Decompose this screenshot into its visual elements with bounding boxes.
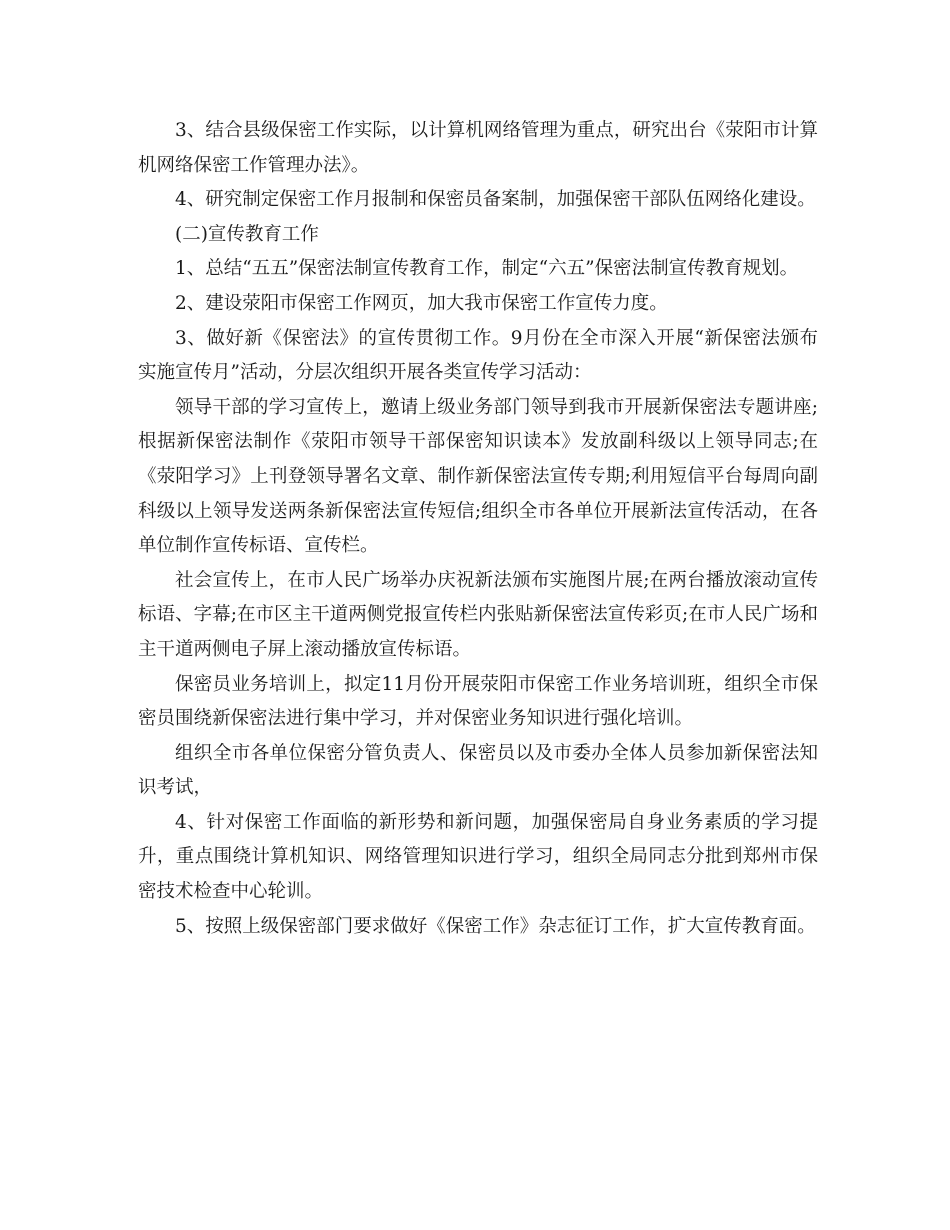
paragraph-leadership-publicity: 领导干部的学习宣传上，邀请上级业务部门领导到我市开展新保密法专题讲座;根据新保密法制作《荥阳市领导干部保密知识读本》发放副科级以上领导同志;在《荥阳学习》上刊登领导署名文章、制作新保密法宣传专期;利用短信平台每周向副科级以上领导发送两条新保密法宣传短信;组织全市各单位开展新法宣传活动，在各单位制作宣传标语、宣传栏。 [138,396,818,557]
paragraph-five-five-summary: 1、总结“五五”保密法制宣传教育工作，制定“六五”保密法制宣传教育规划。 [175,258,799,280]
paragraph-staff-training: 保密员业务培训上，拟定11月份开展荥阳市保密工作业务培训班，组织全市保密员围绕新保密法进行集中学习，并对保密业务知识进行强化培训。 [138,673,818,730]
paragraph-magazine-subscription: 5、按照上级保密部门要求做好《保密工作》杂志征订工作，扩大宣传教育面。 [175,915,816,937]
paragraph-social-publicity: 社会宣传上，在市人民广场举办庆祝新法颁布实施图片展;在两台播放滚动宣传标语、字幕;在市区主干道两侧党报宣传栏内张贴新保密法宣传彩页;在市人民广场和主干道两侧电子屏上滚动播放宣传标语。 [138,569,818,660]
section-heading-publicity-education: (二)宣传教育工作 [175,223,319,245]
document-body [138,114,818,944]
paragraph-self-capacity-building: 4、针对保密工作面临的新形势和新问题，加强保密局自身业务素质的学习提升，重点围绕计算机知识、网络管理知识进行学习，组织全局同志分批到郑州市保密技术检查中心轮训。 [138,811,818,903]
paragraph-knowledge-exam: 组织全市各单位保密分管负责人、保密员以及市委办全体人员参加新保密法知识考试， [138,742,818,799]
paragraph-monthly-report-system: 4、研究制定保密工作月报制和保密员备案制，加强保密干部队伍网络化建设。 [175,189,816,211]
paragraph-new-secrecy-law-campaign: 3、做好新《保密法》的宣传贯彻工作。9月份在全市深入开展“新保密法颁布实施宣传月”活动，分层次组织开展各类宣传学习活动： [138,327,818,384]
paragraph-computer-network-measures: 3、结合县级保密工作实际，以计算机网络管理为重点，研究出台《荥阳市计算机网络保密工作管理办法》。 [138,120,818,176]
paragraph-secrecy-webpage: 2、建设荥阳市保密工作网页，加大我市保密工作宣传力度。 [175,292,668,314]
